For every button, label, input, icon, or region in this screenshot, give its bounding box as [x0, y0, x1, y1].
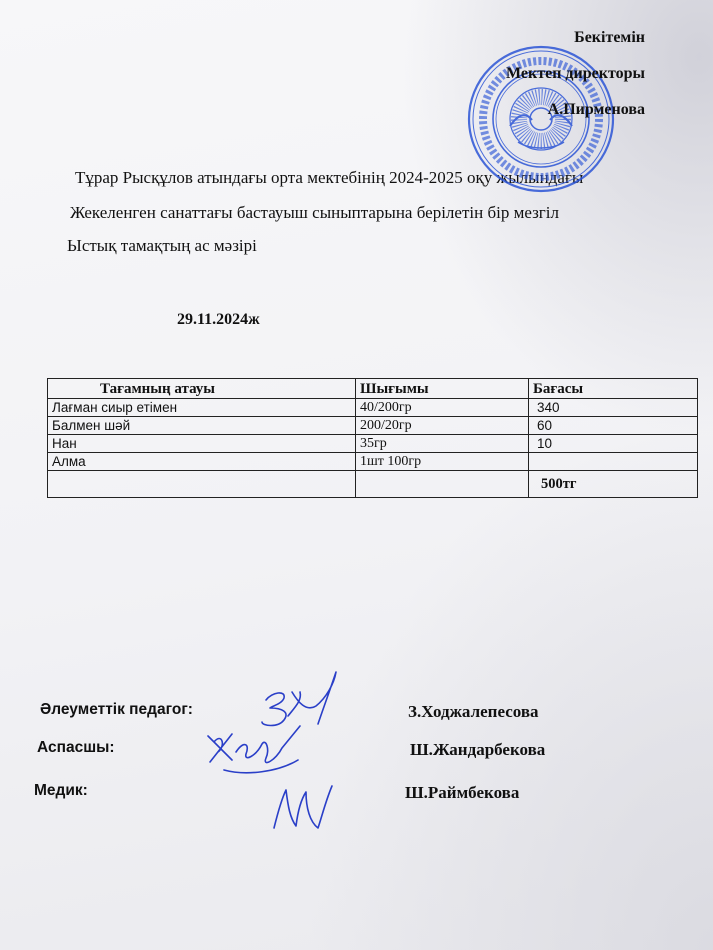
table-row [48, 453, 698, 471]
total-empty-cell [356, 471, 529, 498]
role-social-pedagogue: Әлеуметтік педагог: [40, 701, 193, 718]
header-dish-name: Тағамның атауы [48, 379, 356, 399]
role-cook: Аспасшы: [37, 739, 115, 756]
name-medic: Ш.Раймбекова [405, 783, 520, 802]
portion-cell: 40/200гр [356, 399, 529, 417]
dish-name-cell: Алма [48, 453, 356, 471]
portion-cell: 1шт 100гр [356, 453, 529, 471]
header-portion: Шығымы [356, 379, 529, 399]
approval-title: Бекітемін [574, 29, 645, 46]
heading-line-2: Жекеленген санаттағы бастауыш сыныптарына берілетін бір мезгіл [70, 203, 559, 222]
table-row [48, 399, 698, 417]
total-price-cell: 500тг [529, 471, 698, 498]
table-total-row [48, 471, 698, 498]
table-row [48, 435, 698, 453]
total-empty-cell [48, 471, 356, 498]
price-cell: 340 [529, 399, 698, 417]
signature-social-pedagogue [262, 672, 336, 726]
approval-name: А.Пирменова [547, 101, 645, 118]
table-row [48, 417, 698, 435]
approval-block [506, 20, 645, 128]
dish-name-cell: Лағман сиыр етімен [48, 399, 356, 417]
portion-cell: 35гр [356, 435, 529, 453]
role-medic: Медик: [34, 782, 88, 799]
table-header-row [48, 379, 698, 399]
heading-line-3: Ыстық тамақтың ас мәзірі [67, 236, 257, 255]
heading-line-1: Тұрар Рысқұлов атындағы орта мектебінің 2024-2025 оқу жылындағы [75, 168, 584, 187]
header-price: Бағасы [529, 379, 698, 399]
portion-cell: 200/20гр [356, 417, 529, 435]
signature-medic [274, 786, 332, 828]
name-cook: Ш.Жандарбекова [410, 740, 546, 759]
name-social-pedagogue: З.Ходжалепесова [408, 702, 539, 721]
menu-date: 29.11.2024ж [177, 311, 260, 328]
dish-name-cell: Балмен шәй [48, 417, 356, 435]
dish-name-cell: Нан [48, 435, 356, 453]
approval-position: Мектеп директоры [506, 65, 645, 82]
menu-table [47, 378, 698, 498]
signature-cook [208, 726, 300, 773]
price-cell: 60 [529, 417, 698, 435]
price-cell [529, 453, 698, 471]
price-cell: 10 [529, 435, 698, 453]
